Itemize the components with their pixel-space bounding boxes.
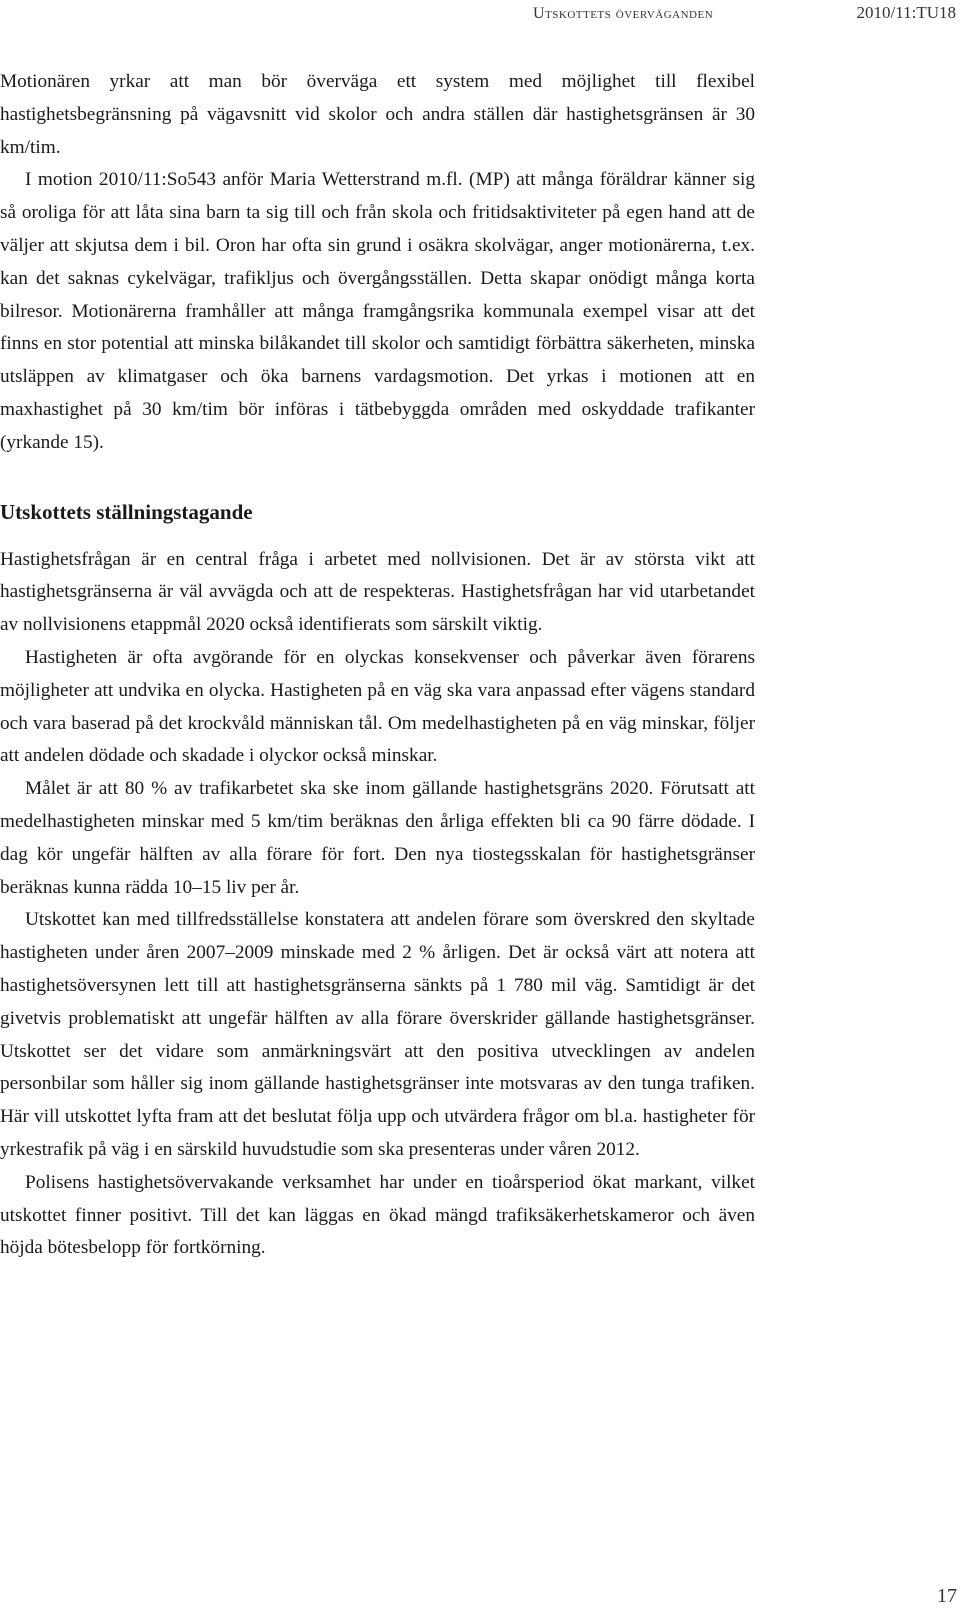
running-header bbox=[0, 0, 960, 30]
paragraph-position-1: Hastighetsfrågan är en central fråga i arbetet med nollvisionen. Det är av största vikt att hastighetsgränserna är väl avvägda och att de respekteras. Hastighetsfrågan har vid utarbetandet av nollvisionens etappmål 2020 också identifierats som särskilt viktig. bbox=[0, 548, 755, 636]
header-section-title: Utskottets överväganden bbox=[533, 5, 714, 22]
paragraph-position-2: Hastigheten är ofta avgörande för en olyckas konsekvenser och påverkar även förarens möjligheter att undvika en olycka. Hastigheten på en väg ska vara anpassad efter vägens standard och vara baserad på det krockvåld människan tål. Om medelhastigheten på en väg minskar, följer att andelen dödade och skadade i olyckor också minskar. bbox=[0, 646, 755, 767]
paragraph-motion-2: I motion 2010/11:So543 anför Maria Wetterstrand m.fl. (MP) att många föräldrar känner sig så oroliga för att låta sina barn ta sig till och från skola och fritidsaktiviteter på egen hand att de väljer att skjutsa dem i bil. Oron har ofta sin grund i osäkra skolvägar, anger motionärerna, t.ex. kan det saknas cykelvägar, trafikljus och övergångsställen. Detta skapar onödigt många korta bilresor. Motionärerna framhåller att många framgångsrika kommunala exempel visar att det finns en stor potential att minska bilåkandet till skolor och samtidigt förbättra säkerheten, minska utsläppen av klimatgaser och öka barnens vardagsmotion. Det yrkas i motionen att en maxhastighet på 30 km/tim bör införas i tätbebyggda områden med oskyddade trafikanter (yrkande 15). bbox=[0, 169, 755, 453]
header-document-reference: 2010/11:TU18 bbox=[856, 3, 956, 22]
page-number: 17 bbox=[937, 1585, 957, 1607]
main-text bbox=[0, 66, 755, 1265]
paragraph-position-4: Utskottet kan med tillfredsställelse konstatera att andelen förare som överskred den skyltade hastigheten under åren 2007–2009 minskade med 2 % årligen. Det är också värt att notera att hastighetsöversynen lett till att hastighetsgränserna sänkts på 1 780 mil väg. Samtidigt är det givetvis problematiskt att ungefär hälften av alla förare överskrider gällande hastighetsgränser. Utskottet ser det vidare som anmärkningsvärt att den positiva utvecklingen av andelen personbilar som håller sig inom gällande hastighetsgränser inte motsvaras av den tunga trafiken. Här vill utskottet lyfta fram att det beslutat följa upp och utvärdera frågor om bl.a. hastigheter för yrkestrafik på väg i en särskild huvudstudie som ska presenteras under våren 2012. bbox=[0, 909, 755, 1160]
paragraph-motion-1: Motionären yrkar att man bör överväga ett system med möjlighet till flexibel hastighetsbegränsning på vägavsnitt vid skolor och andra ställen där hastighetsgränsen är 30 km/tim. bbox=[0, 71, 755, 158]
section-heading: Utskottets ställningstagande bbox=[0, 499, 253, 524]
paragraph-position-3: Målet är att 80 % av trafikarbetet ska ske inom gällande hastighetsgräns 2020. Förutsatt att medelhastigheten minskar med 5 km/tim beräknas den årliga effekten bli ca 90 färre dödade. I dag kör ungefär hälften av alla förare för fort. Den nya tiostegsskalan för hastighetsgränser beräknas kunna rädda 10–15 liv per år. bbox=[0, 778, 755, 898]
paragraph-position-5: Polisens hastighetsövervakande verksamhet har under en tioårsperiod ökat markant, vilket utskottet finner positivt. Till det kan läggas en ökad mängd trafiksäkerhetskameror och även höjda bötesbelopp för fortkörning. bbox=[0, 1171, 755, 1259]
